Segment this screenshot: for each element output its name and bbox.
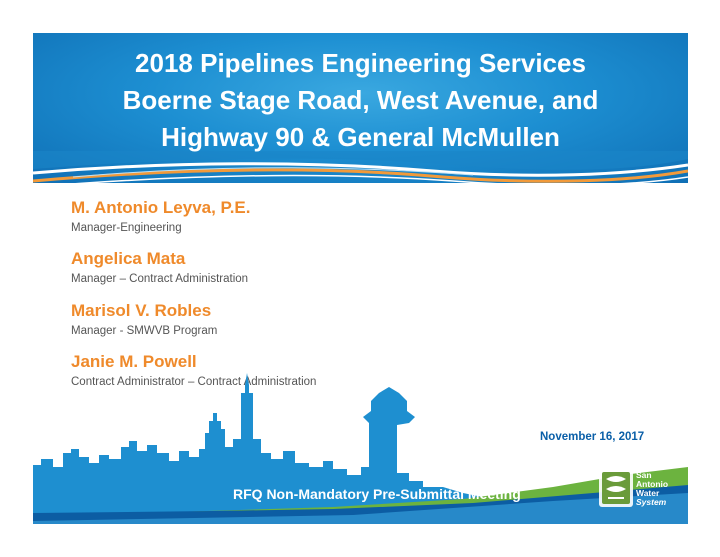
saws-logo [598,467,678,511]
presenter-name: Janie M. Powell [71,352,197,371]
saws-logo-icon [598,467,678,511]
presenter-role: Manager - SMWVB Program [71,325,218,337]
slide [33,33,688,524]
meeting-title: RFQ Non-Mandatory Pre-Submittal Meeting [233,486,521,502]
title-line-2: Boerne Stage Road, West Avenue, and [122,85,599,115]
presenter-role: Manager – Contract Administration [71,273,249,285]
presenter-role: Contract Administrator – Contract Administration [71,376,317,388]
slide-title [33,45,688,156]
logo-text-1: San [636,470,652,480]
presenter-name: M. Antonio Leyva, P.E. [71,198,251,217]
logo-text-4: System [636,497,667,507]
title-line-3: Highway 90 & General McMullen [161,122,560,152]
presenter-name: Marisol V. Robles [71,301,212,320]
header-swoosh [33,151,688,196]
presenter-name: Angelica Mata [71,249,186,268]
presenter-3 [71,301,217,339]
title-line-1: 2018 Pipelines Engineering Services [135,48,586,78]
logo-text-3: Water [636,488,660,498]
meeting-date: November 16, 2017 [540,431,645,443]
presenter-role: Manager-Engineering [71,222,182,234]
presenter-1 [71,198,250,236]
presenter-2 [71,249,248,287]
logo-text-2: Antonio [636,479,669,489]
